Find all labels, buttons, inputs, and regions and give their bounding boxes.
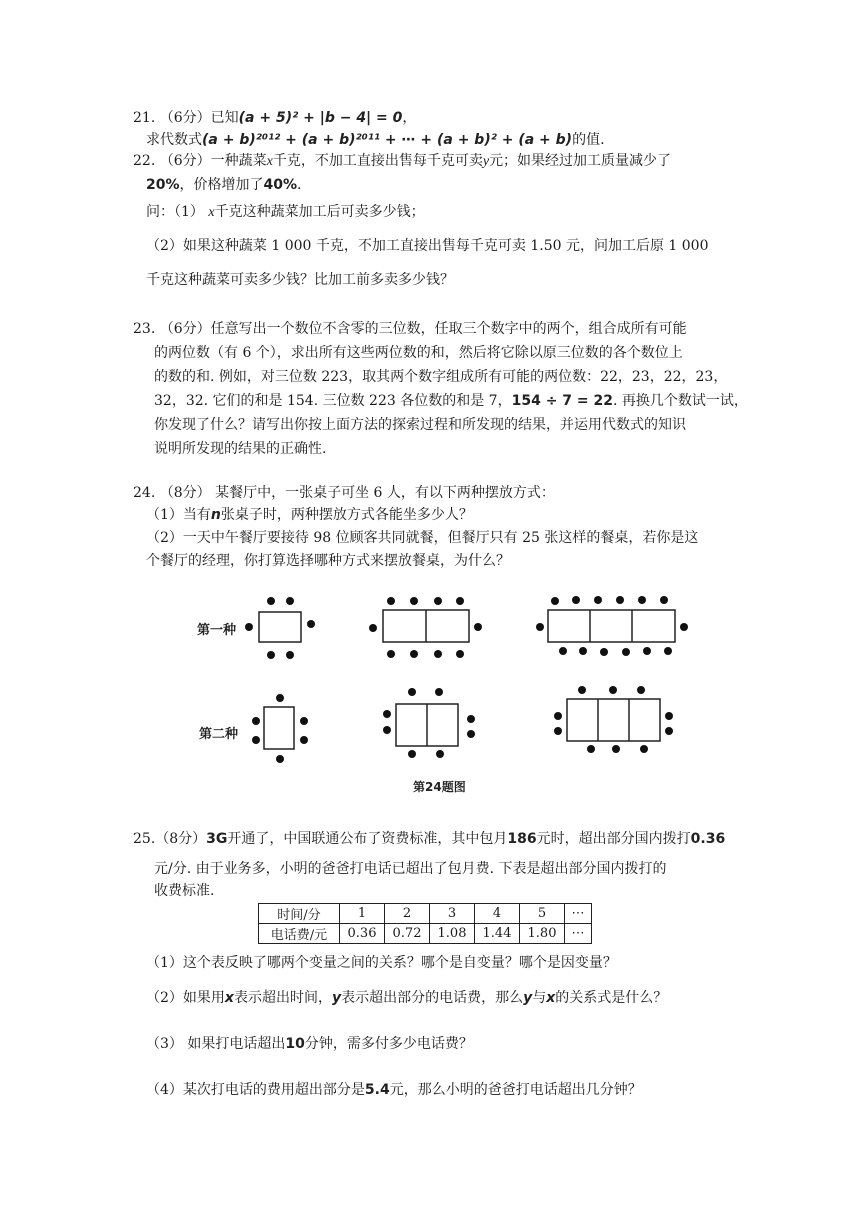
seat-dot [434,650,442,658]
q25-part1: （1）这个表反映了哪两个变量之间的关系？哪个是自变量？哪个是因变量？ [146,955,617,971]
seat-dot [622,648,630,656]
seat-dot [665,712,673,720]
seat-dot [286,651,294,659]
seat-dot [276,755,284,763]
q23-line5: 你发现了什么？请写出你按上面方法的探索过程和所发现的结果，并运用代数式的知识 [154,417,686,433]
table-cell: 3 [430,904,475,924]
seat-dot [660,596,668,604]
seat-dot [369,624,377,632]
seat-dot [664,647,672,655]
seat-dot [643,647,651,655]
seat-dot [579,647,587,655]
seat-dot [587,745,595,753]
q24-line2: （1）当有n张桌子时，两种摆放方式各能坐多少人？ [146,507,473,523]
q21-prefix: 21. （6分）已知 [133,110,239,126]
seat-dot [436,750,444,758]
seat-dot [252,736,260,744]
table-header-time: 时间/分 [259,904,340,924]
seat-dot [680,623,688,631]
fig2-table-3 [567,699,660,741]
q22-line3: 问：（1） x千克这种蔬菜加工后可卖多少钱； [146,204,425,220]
seat-dot [640,745,648,753]
q23-line4: 32，32. 它们的和是 154. 三位数 223 各位数的和是 7，154 ÷ 7 = 22. 再换几个数试一试， [154,393,748,409]
seat-dot [474,623,482,631]
seat-dot [554,727,562,735]
table-header-fee: 电话费/元 [259,924,340,944]
seat-dot [600,648,608,656]
q21-expression-formula: (a + b)²⁰¹² + (a + b)²⁰¹¹ + ⋯ + (a + b)² + (a + b) [202,132,573,148]
fig2-table-1 [264,707,294,749]
table-arrangement-figure [190,588,690,800]
q23-line3: 的数的和. 例如，对三位数 223，取其两个数字组成所有可能的两位数：22，23，22，23， [154,369,728,385]
seat-dot [551,597,559,605]
q22-line5: 千克这种蔬菜可卖多少钱？比加工前多卖多少钱？ [146,272,454,288]
seat-dot [383,710,391,718]
seat-dot [245,623,253,631]
fig-label-first: 第一种 [197,623,237,638]
seat-dot [594,596,602,604]
q25-part2: （2）如果用x表示超出时间，y表示超出部分的电话费，那么y与x的关系式是什么？ [146,990,668,1006]
fig-label-second: 第二种 [199,727,239,742]
seat-dot [383,726,391,734]
q24-line1: 24. （8分） 某餐厅中，一张桌子可坐 6 人，有以下两种摆放方式： [133,485,555,501]
table-cell: 1.08 [430,924,475,944]
seat-dot [387,650,395,658]
q21-line2: 求代数式(a + b)²⁰¹² + (a + b)²⁰¹¹ + ⋯ + (a + b)² + (a + b)的值. [146,132,605,148]
seat-dot [637,686,645,694]
q23-line2: 的两位数（有 6 个），求出所有这些两位数的和，然后将它除以原三位数的各个数位上 [154,345,683,361]
table-cell: 1.44 [475,924,520,944]
seat-dot [665,727,673,735]
seat-dot [467,730,475,738]
table-cell: 5 [520,904,565,924]
table-cell: ⋯ [565,904,592,924]
fig1-table-1 [259,612,301,642]
seat-dot [307,620,315,628]
q22-line4: （2）如果这种蔬菜 1 000 千克，不加工直接出售每千克可卖 1.50 元，问加工后原 1 000 [146,238,709,254]
q22-line1: 22. （6分）一种蔬菜x千克，不加工直接出售每千克可卖y元；如果经过加工质量减少了 [133,153,672,169]
seat-dot [267,651,275,659]
table-cell: 2 [385,904,430,924]
seat-dot [408,750,416,758]
q24-line3: （2）一天中午餐厅要接待 98 位顾客共同就餐，但餐厅只有 25 张这样的餐桌，若你是这 [146,530,699,546]
seat-dot [267,597,275,605]
table-row [259,924,592,944]
seat-dot [638,596,646,604]
table-cell: 1.80 [520,924,565,944]
fig-caption: 第24题图 [413,780,466,794]
q25-part3: （3） 如果打电话超出10分钟，需多付多少电话费？ [146,1036,473,1052]
q22-line2: 20%，价格增加了40%. [146,177,302,193]
table-cell: 0.72 [385,924,430,944]
seat-dot [467,715,475,723]
table-cell: 0.36 [340,924,385,944]
q21-line1: 21. （6分）已知(a + 5)² + |b − 4| = 0， [133,110,417,126]
seat-dot [536,623,544,631]
table-cell: ⋯ [565,924,592,944]
table-cell: 1 [340,904,385,924]
q25-line2: 元/分. 由于业务多，小明的爸爸打电话已超出了包月费. 下表是超出部分国内拨打的 [154,861,667,877]
seat-dot [578,686,586,694]
seat-dot [387,597,395,605]
fig1-table-3 [548,610,675,642]
q21-condition-formula: (a + 5)² + |b − 4| = 0 [238,110,403,126]
q23-line6: 说明所发现的结果的正确性. [154,441,327,457]
seat-dot [456,597,464,605]
seat-dot [300,736,308,744]
q25-line1: 25.（8分）3G开通了，中国联通公布了资费标准，其中包月186元时，超出部分国内拨打0.36 [133,831,726,847]
seat-dot [456,650,464,658]
seat-dot [554,712,562,720]
seat-dot [572,596,580,604]
seat-dot [612,745,620,753]
q25-part4: （4）某次打电话的费用超出部分是5.4元，那么小明的爸爸打电话超出几分钟？ [146,1082,642,1098]
table-cell: 4 [475,904,520,924]
seat-dot [300,717,308,725]
seat-dot [252,717,260,725]
seat-dot [609,686,617,694]
q23-line1: 23. （6分）任意写出一个数位不含零的三位数，任取三个数字中的两个，组合成所有可能 [133,321,687,337]
table-row [259,904,592,924]
seat-dot [435,688,443,696]
q24-line4: 个餐厅的经理，你打算选择哪种方式来摆放餐桌，为什么？ [146,553,510,569]
seat-dot [276,694,284,702]
q25-line3: 收费标准. [154,883,215,899]
seat-dot [434,597,442,605]
seat-dot [286,597,294,605]
seat-dot [410,650,418,658]
seat-dot [616,596,624,604]
seat-dot [408,688,416,696]
seat-dot [410,597,418,605]
seat-dot [559,647,567,655]
fee-table [258,903,592,944]
